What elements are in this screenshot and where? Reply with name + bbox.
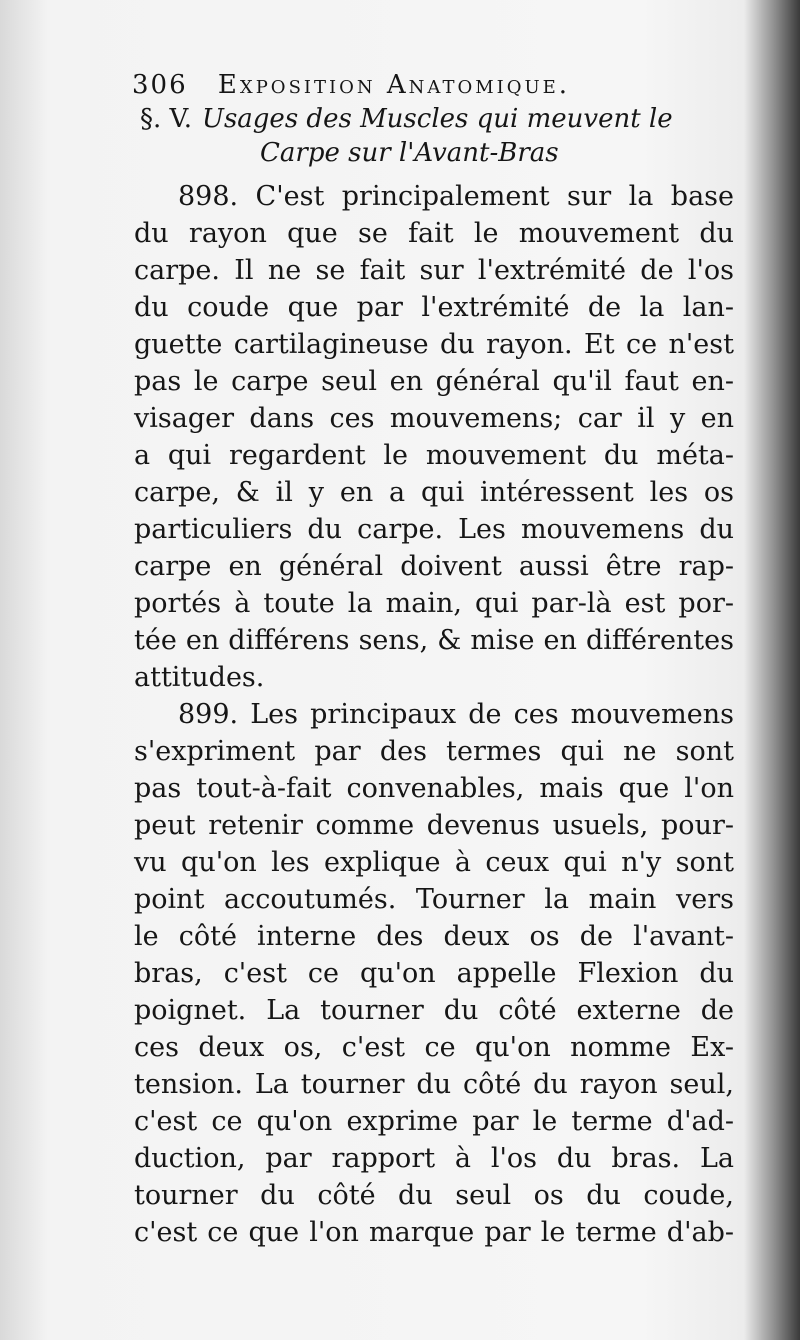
text-line: portés à toute la main, qui par-là est por- bbox=[134, 588, 734, 619]
section-label: §. V. bbox=[140, 104, 193, 134]
text-line: tourner du côté du seul os du coude, bbox=[134, 1180, 734, 1211]
text-line: tée en différens sens, & mise en différentes bbox=[134, 625, 734, 656]
text-line: carpe, & il y en a qui intéressent les os bbox=[134, 477, 734, 508]
running-header bbox=[132, 70, 732, 100]
text-line: 899. Les principaux de ces mouvemens bbox=[178, 699, 734, 730]
text-line: pas le carpe seul en général qu'il faut en- bbox=[134, 366, 734, 397]
text-line: attitudes. bbox=[134, 662, 265, 693]
page-number: 306 bbox=[132, 70, 188, 100]
text-line: pas tout-à-fait convenables, mais que l'on bbox=[134, 773, 734, 804]
text-line: tension. La tourner du côté du rayon seul, bbox=[134, 1069, 734, 1100]
text-line: du rayon que se fait le mouvement du bbox=[134, 218, 734, 249]
text-line: c'est ce qu'on exprime par le terme d'ad- bbox=[134, 1106, 734, 1137]
text-line: duction, par rapport à l'os du bras. La bbox=[134, 1143, 734, 1174]
text-line: c'est ce que l'on marque par le terme d'ab- bbox=[134, 1217, 734, 1248]
section-title-line-2: Carpe sur l'Avant-Bras bbox=[260, 138, 559, 168]
text-line: particuliers du carpe. Les mouvemens du bbox=[134, 514, 734, 545]
text-line: poignet. La tourner du côté externe de bbox=[134, 995, 734, 1026]
text-line: s'expriment par des termes qui ne sont bbox=[134, 736, 734, 767]
text-line: carpe. Il ne se fait sur l'extrémité de l'os bbox=[134, 255, 734, 286]
text-line: vu qu'on les explique à ceux qui n'y sont bbox=[134, 847, 734, 878]
text-line: guette cartilagineuse du rayon. Et ce n'est bbox=[134, 329, 734, 360]
text-line: le côté interne des deux os de l'avant- bbox=[134, 921, 734, 952]
text-line: carpe en général doivent aussi être rap- bbox=[134, 551, 734, 582]
section-heading bbox=[140, 102, 740, 170]
text-line: peut retenir comme devenus usuels, pour- bbox=[134, 810, 734, 841]
running-title: Exposition Anatomique. bbox=[217, 70, 571, 100]
text-line: bras, c'est ce qu'on appelle Flexion du bbox=[134, 958, 734, 989]
text-line: du coude que par l'extrémité de la lan- bbox=[134, 292, 734, 323]
text-line: 898. C'est principalement sur la base bbox=[178, 181, 734, 212]
body-text bbox=[134, 178, 734, 1251]
text-line: a qui regardent le mouvement du méta- bbox=[134, 440, 734, 471]
text-line: ces deux os, c'est ce qu'on nomme Ex- bbox=[134, 1032, 734, 1063]
text-line: point accoutumés. Tourner la main vers bbox=[134, 884, 734, 915]
text-line: visager dans ces mouvemens; car il y en bbox=[134, 403, 734, 434]
section-title-line-1: Usages des Muscles qui meuvent le bbox=[202, 104, 673, 134]
